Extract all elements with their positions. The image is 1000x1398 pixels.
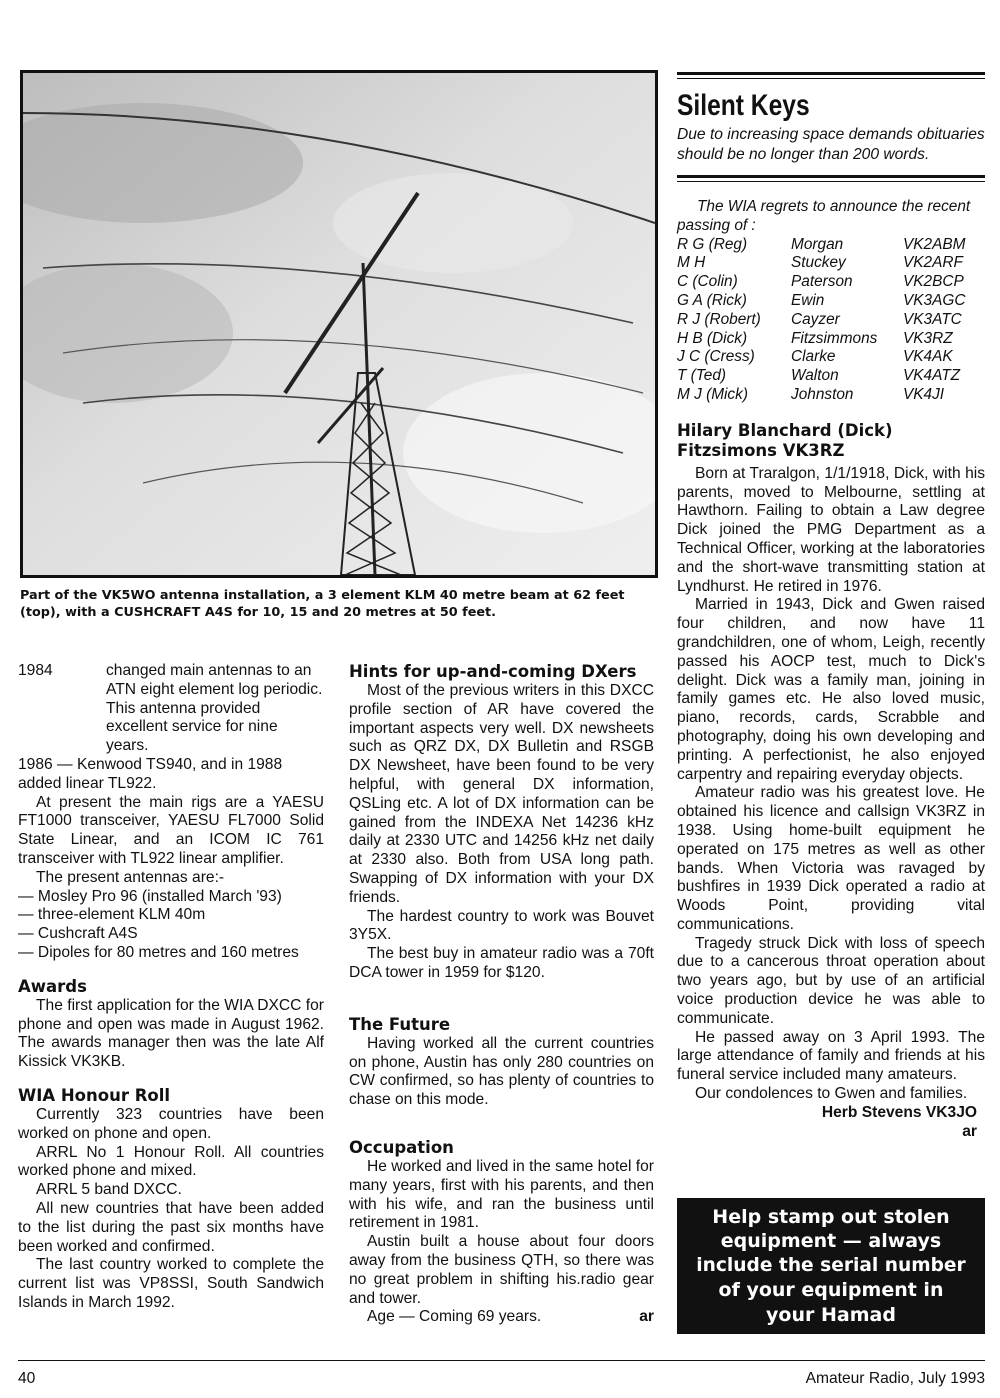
silent-key-row (677, 330, 983, 349)
history-text: changed main antennas to an ATN eight element log periodic. This antenna provided excellent service for nine years. (106, 662, 323, 755)
history-1986: 1986 — Kenwood TS940, and in 1988 added linear TL922. (18, 755, 283, 792)
antenna-photo (20, 70, 658, 578)
obituary-heading (677, 421, 985, 461)
silent-key-callsign: VK3ATC (903, 310, 962, 328)
ad-line: of your equipment in (718, 1279, 944, 1302)
silent-key-given-name: M H (677, 254, 706, 272)
silent-key-given-name: H B (Dick) (677, 329, 748, 347)
silent-key-row (677, 292, 983, 311)
silent-key-surname: Fitzsimmons (791, 329, 878, 347)
rigs-paragraph: At present the main rigs are a YAESU FT1000 transceiver, YAESU FL7000 Solid State Linear, and an ICOM IC 761 transceiver with TL922 linear amplifier. (18, 793, 324, 867)
silent-key-surname: Johnston (791, 385, 854, 403)
silent-key-surname: Clarke (791, 348, 836, 366)
stolen-equipment-ad (677, 1198, 985, 1334)
hints-paragraph: Most of the previous writers in this DXCC profile section of AR have covered the important aspects very well. DX newsheets such as QRZ DX, DX Bulletin and RSGB DX Newsheet, have been found to be very helpful, with general DX information, QSLing etc. A lot of DX information can be gained from the INDEXA Net 14236 kHz daily at 2330 UTC and 14256 kHz net daily at 2330 also. Both from USA long path. Swapping of DX information with your DX friends. (349, 682, 654, 906)
obituary-paragraph: Our condolences to Gwen and families. (695, 1085, 968, 1103)
antenna-photo-image (23, 73, 655, 575)
hints-paragraph: The best buy in amateur radio was a 70ft DCA tower in 1959 for $120. (349, 945, 654, 981)
obituary-paragraph: Born at Traralgon, 1/1/1918, Dick, with his parents, moved to Melbourne, settling at Hawthorn. Failing to obtain a Law degree Dick joined the PMG Department as a Technical Officer, working at the laboratories and the short-wave transmitting station at Lyndhurst. He retired in 1976. (677, 464, 985, 595)
publication-info: Amateur Radio, July 1993 (805, 1370, 985, 1387)
obituary-paragraph: He passed away on 3 April 1993. The large attendance of family and friends at his funeral service included many amateurs. (677, 1028, 985, 1084)
end-mark: ar (962, 1122, 977, 1140)
honour-paragraph: ARRL 5 band DXCC. (36, 1181, 182, 1199)
page-number: 40 (18, 1370, 36, 1387)
antenna-item: — Cushcraft A4S (18, 925, 138, 943)
obituary-heading-line: Hilary Blanchard (Dick) (677, 420, 893, 440)
antenna-item: — Mosley Pro 96 (installed March '93) (18, 887, 282, 905)
silent-key-row (677, 386, 983, 405)
silent-key-callsign: VK2ABM (903, 235, 966, 253)
future-heading: The Future (349, 1014, 451, 1034)
honour-paragraph: ARRL No 1 Honour Roll. All countries worked phone and mixed. (18, 1143, 324, 1180)
antenna-item: — Dipoles for 80 metres and 160 metres (18, 943, 299, 961)
silent-key-surname: Cayzer (791, 310, 840, 328)
occupation-age: Age — Coming 69 years. (367, 1308, 542, 1326)
obituary-heading-line: Fitzsimons VK3RZ (677, 440, 845, 460)
awards-heading: Awards (18, 976, 87, 996)
ad-line: your Hamad (766, 1303, 896, 1326)
photo-caption: Part of the VK5WO antenna installation, a 3 element KLM 40 metre beam at 62 feet (top), with a CUSHCRAFT A4S for 10, 15 and 20 metres at 50 feet. (20, 588, 625, 620)
silent-key-row (677, 367, 983, 386)
silent-keys-title: Silent Keys (677, 89, 810, 122)
silent-keys-column (677, 72, 985, 1141)
ad-line: include the serial number (696, 1254, 966, 1276)
silent-key-surname: Stuckey (791, 254, 846, 272)
silent-keys-list (677, 236, 983, 405)
hints-paragraph: The hardest country to work was Bouvet 3Y5X. (349, 907, 654, 944)
silent-key-given-name: R G (Reg) (677, 235, 748, 253)
obituary-author: Herb Stevens VK3JO (821, 1103, 977, 1121)
silent-key-given-name: M J (Mick) (677, 385, 748, 403)
footer-rule (18, 1360, 985, 1361)
silent-key-surname: Morgan (791, 235, 844, 253)
obituary-paragraph: Amateur radio was his greatest love. He obtained his licence and callsign VK3RZ in 1938. Using home-built equipment he operated on 175 metres as well as other bands. When Victoria was ravaged by bushfires in 1939 Dick operated a radio at Woods Point, providing vital communications. (677, 784, 985, 933)
silent-key-surname: Ewin (791, 291, 825, 309)
silent-key-given-name: T (Ted) (677, 367, 727, 385)
honour-paragraph: All new countries that have been added to the list during the past six months have been worked and confirmed. (18, 1199, 324, 1255)
silent-key-callsign: VK3AGC (903, 291, 966, 309)
silent-key-callsign: VK3RZ (903, 329, 953, 347)
antenna-item: — three-element KLM 40m (18, 906, 206, 924)
future-paragraph: Having worked all the current countries on phone, Austin has only 280 countries on CW confirmed, so has plenty of countries to chase on this mode. (349, 1034, 654, 1109)
silent-key-row (677, 254, 983, 273)
honour-paragraph: The last country worked to complete the current list was VP8SSI, South Sandwich Islands in March 1992. (18, 1256, 324, 1311)
ad-line: equipment — always (720, 1230, 942, 1253)
silent-key-given-name: G A (Rick) (677, 291, 747, 309)
silent-key-callsign: VK4JI (903, 385, 945, 403)
left-column (18, 662, 324, 1313)
ad-line: Help stamp out stolen (712, 1205, 950, 1228)
silent-key-given-name: C (Colin) (677, 273, 738, 291)
silent-key-surname: Walton (791, 367, 839, 385)
middle-column (349, 662, 654, 1327)
silent-key-callsign: VK4ATZ (903, 367, 961, 385)
silent-key-row (677, 273, 983, 292)
silent-key-surname: Paterson (791, 273, 853, 291)
end-mark: ar (639, 1308, 654, 1326)
silent-key-callsign: VK2ARF (903, 254, 963, 272)
antennas-intro: The present antennas are:- (36, 868, 225, 886)
occupation-age-line (349, 1308, 654, 1327)
silent-key-given-name: J C (Cress) (677, 348, 755, 366)
obituary-body (677, 465, 985, 1142)
history-1984 (18, 662, 324, 756)
honour-paragraph: Currently 323 countries have been worked on phone and open. (18, 1105, 324, 1142)
silent-key-row (677, 236, 983, 255)
occupation-paragraph: Austin built a house about four doors away from the business QTH, so there was no great problem in shifting his.radio gear and tower. (349, 1233, 654, 1307)
honour-roll-heading: WIA Honour Roll (18, 1085, 171, 1105)
obituary-paragraph: Tragedy struck Dick with loss of speech due to a cancerous throat operation about two years ago, but by use of an artificial voice production device he was able to communicate. (677, 934, 985, 1027)
mid-rule-thin (677, 181, 985, 182)
silent-keys-intro: The WIA regrets to announce the recent passing of : (677, 198, 971, 234)
silent-key-row (677, 311, 983, 330)
silent-key-callsign: VK2BCP (903, 273, 964, 291)
top-rule-thin (677, 78, 985, 79)
silent-keys-subtitle: Due to increasing space demands obituaries should be no longer than 200 words. (677, 126, 985, 163)
awards-paragraph: The first application for the WIA DXCC for phone and open was made in August 1962. The awards manager then was the late Alf Kissick VK3KB. (18, 996, 324, 1071)
silent-key-given-name: R J (Robert) (677, 310, 761, 328)
silent-key-row (677, 348, 983, 367)
occupation-heading: Occupation (349, 1137, 454, 1157)
hints-heading: Hints for up-and-coming DXers (349, 662, 637, 681)
history-year: 1984 (18, 662, 53, 679)
occupation-paragraph: He worked and lived in the same hotel for many years, first with his parents, and then with his wife, and ran the business until retirement in 1981. (349, 1157, 654, 1232)
silent-key-callsign: VK4AK (903, 348, 953, 366)
obituary-paragraph: Married in 1943, Dick and Gwen raised four children, and now have 11 grandchildren, one of whom, Leigh, recently passed his AOCP test, much to Dick's delight. Dick was a family man, joining in family games etc. He also loved music, piano, records, cards, Scrabble and photography, doing his own developing and printing. A perfectionist, he also enjoyed carpentry and repairing everyday objects. (677, 596, 985, 783)
